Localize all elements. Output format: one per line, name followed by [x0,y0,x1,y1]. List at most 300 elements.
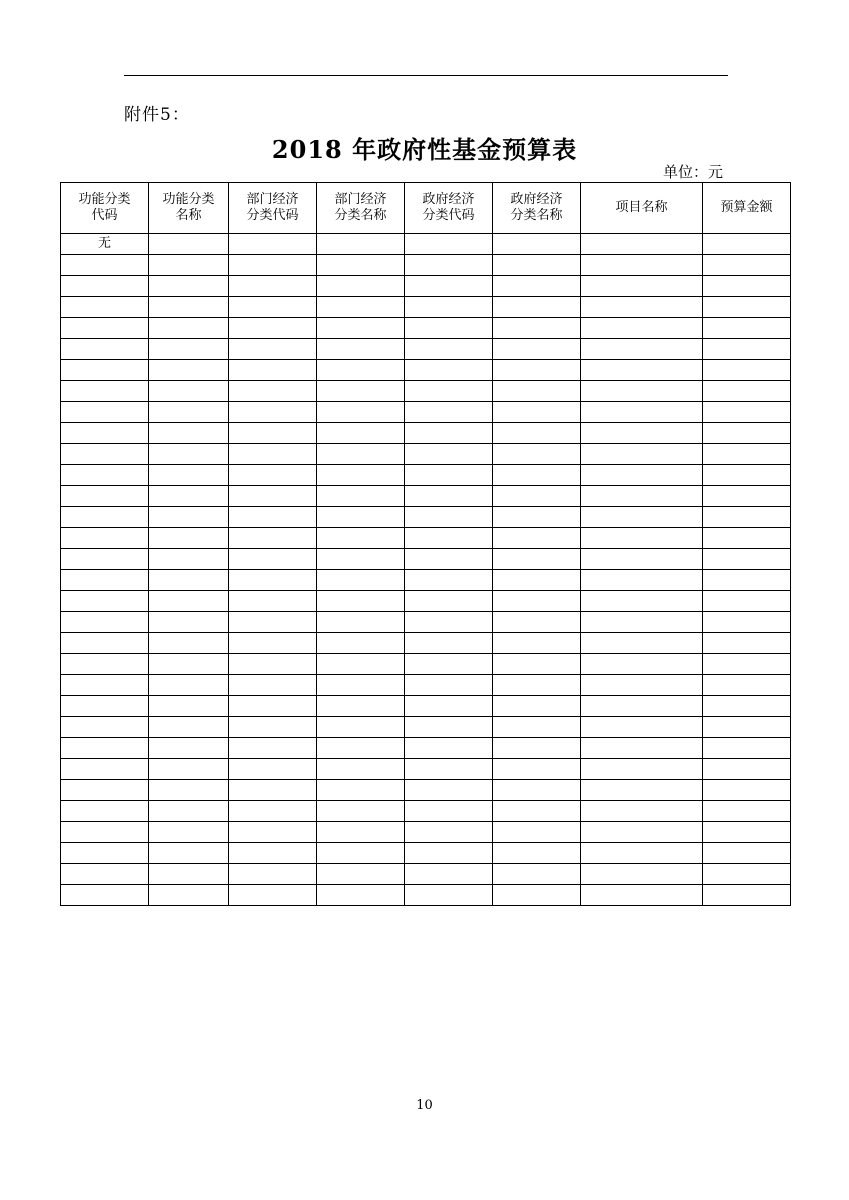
table-cell[interactable] [229,381,317,402]
table-cell[interactable] [149,801,229,822]
table-header-cell-label-2: 名称 [175,208,202,223]
table-cell[interactable] [703,885,791,906]
table-cell[interactable] [581,675,703,696]
table-cell[interactable] [61,297,149,318]
table-cell[interactable] [703,234,791,255]
budget-table [60,182,791,906]
table-cell[interactable] [405,654,493,675]
table-cell[interactable] [405,780,493,801]
table-cell[interactable] [581,486,703,507]
budget-table-body [61,234,791,906]
table-cell[interactable] [405,528,493,549]
table-cell[interactable] [149,696,229,717]
table-cell[interactable] [317,738,405,759]
table-cell[interactable] [703,801,791,822]
table-cell[interactable] [229,507,317,528]
table-row [61,381,791,402]
table-cell[interactable] [61,381,149,402]
table-cell[interactable] [149,570,229,591]
table-cell[interactable] [317,780,405,801]
table-cell[interactable] [493,381,581,402]
table-cell[interactable] [581,633,703,654]
table-cell[interactable] [581,864,703,885]
table-header-cell-6 [581,183,703,234]
table-row [61,276,791,297]
table-cell[interactable] [493,864,581,885]
table-cell[interactable] [61,759,149,780]
table-cell[interactable] [61,507,149,528]
table-cell[interactable] [61,801,149,822]
table-cell[interactable] [581,759,703,780]
table-cell[interactable] [317,318,405,339]
table-cell[interactable] [405,255,493,276]
table-cell[interactable] [405,444,493,465]
table-cell[interactable] [703,696,791,717]
table-cell[interactable] [229,591,317,612]
table-cell[interactable] [149,297,229,318]
table-cell[interactable] [61,591,149,612]
table-cell[interactable] [493,759,581,780]
table-header-cell-label: 政府经济 [510,192,563,208]
table-cell[interactable] [149,654,229,675]
table-cell[interactable] [317,759,405,780]
table-cell[interactable] [493,360,581,381]
table-cell[interactable] [493,780,581,801]
table-row [61,864,791,885]
table-cell[interactable] [405,549,493,570]
table-cell[interactable] [149,843,229,864]
table-cell[interactable] [703,633,791,654]
table-row [61,507,791,528]
table-cell[interactable] [581,318,703,339]
table-cell[interactable] [317,234,405,255]
page-title: 2018 年政府性基金预算表 [271,135,578,164]
table-cell[interactable] [61,318,149,339]
table-cell[interactable] [317,822,405,843]
table-row [61,591,791,612]
table-cell[interactable] [229,675,317,696]
table-cell[interactable] [149,486,229,507]
table-cell[interactable] [149,885,229,906]
table-cell[interactable] [493,801,581,822]
table-cell[interactable]: 无 [61,234,149,255]
table-row [61,444,791,465]
table-cell[interactable] [493,255,581,276]
table-cell[interactable] [581,381,703,402]
table-cell[interactable] [581,738,703,759]
table-cell[interactable] [149,276,229,297]
table-cell[interactable] [317,717,405,738]
table-cell[interactable] [405,339,493,360]
table-cell[interactable] [703,675,791,696]
table-cell[interactable] [229,759,317,780]
table-cell[interactable] [317,591,405,612]
table-cell[interactable] [493,738,581,759]
table-cell[interactable] [149,738,229,759]
unit-note: 单位：元 [662,163,723,181]
table-cell[interactable] [581,360,703,381]
table-cell[interactable] [581,549,703,570]
table-cell[interactable] [61,717,149,738]
table-cell[interactable] [229,885,317,906]
table-cell[interactable] [61,339,149,360]
table-cell[interactable] [229,276,317,297]
table-cell[interactable] [405,423,493,444]
table-cell[interactable] [703,381,791,402]
table-cell[interactable] [493,444,581,465]
table-cell[interactable] [405,843,493,864]
table-cell[interactable] [493,465,581,486]
table-cell[interactable] [493,339,581,360]
table-cell[interactable] [703,738,791,759]
table-cell[interactable] [405,570,493,591]
table-cell[interactable] [703,507,791,528]
table-cell[interactable] [149,339,229,360]
table-cell[interactable] [581,843,703,864]
table-cell[interactable] [703,486,791,507]
table-cell[interactable] [229,444,317,465]
table-cell[interactable] [581,822,703,843]
table-cell[interactable] [703,444,791,465]
table-cell[interactable] [149,675,229,696]
table-cell[interactable] [317,654,405,675]
table-header-cell-5 [493,183,581,234]
table-cell[interactable] [405,297,493,318]
table-cell[interactable] [405,402,493,423]
table-cell[interactable] [61,423,149,444]
table-cell[interactable] [405,591,493,612]
table-cell[interactable] [493,528,581,549]
table-cell[interactable] [317,549,405,570]
table-cell[interactable] [703,276,791,297]
table-cell[interactable] [581,423,703,444]
table-cell[interactable] [229,339,317,360]
table-row [61,297,791,318]
table-cell[interactable] [581,507,703,528]
table-cell[interactable] [149,318,229,339]
table-cell[interactable] [149,255,229,276]
table-cell[interactable] [149,465,229,486]
table-header-cell-label: 预算金额 [720,200,773,216]
table-cell[interactable] [493,402,581,423]
table-header-cell-label-2: 代码 [91,208,118,223]
table-cell[interactable] [703,423,791,444]
table-cell[interactable] [581,339,703,360]
table-row [61,549,791,570]
table-cell[interactable] [703,843,791,864]
table-row [61,486,791,507]
table-cell[interactable] [581,255,703,276]
table-cell[interactable] [229,717,317,738]
table-cell[interactable] [149,633,229,654]
table-cell[interactable] [493,276,581,297]
table-cell[interactable] [229,297,317,318]
table-cell[interactable] [317,465,405,486]
table-row [61,528,791,549]
table-cell[interactable] [229,822,317,843]
table-row [61,696,791,717]
table-cell[interactable] [405,633,493,654]
table-row [61,759,791,780]
table-row [61,822,791,843]
table-cell[interactable] [229,549,317,570]
table-cell[interactable] [405,612,493,633]
table-cell[interactable] [405,507,493,528]
table-cell[interactable] [61,528,149,549]
table-cell[interactable] [61,255,149,276]
table-cell[interactable] [229,654,317,675]
table-cell[interactable] [405,234,493,255]
table-cell[interactable] [149,381,229,402]
table-header-cell-0 [61,183,149,234]
table-cell[interactable] [703,759,791,780]
table-cell[interactable] [229,843,317,864]
table-cell[interactable] [703,528,791,549]
table-cell[interactable] [229,780,317,801]
table-cell[interactable] [317,570,405,591]
table-cell[interactable] [405,318,493,339]
table-cell[interactable] [61,864,149,885]
table-row [61,675,791,696]
table-cell[interactable] [61,360,149,381]
table-cell[interactable] [61,843,149,864]
table-cell[interactable] [149,423,229,444]
table-cell[interactable] [493,633,581,654]
table-cell[interactable] [405,738,493,759]
page-number: 10 [416,1098,433,1113]
table-cell[interactable] [61,276,149,297]
table-cell[interactable] [493,885,581,906]
table-cell[interactable] [317,381,405,402]
table-cell[interactable] [149,759,229,780]
table-cell[interactable] [61,444,149,465]
table-cell[interactable] [405,465,493,486]
table-cell[interactable] [405,696,493,717]
table-cell[interactable] [317,255,405,276]
table-cell[interactable] [61,633,149,654]
table-cell[interactable] [581,528,703,549]
table-cell[interactable] [581,444,703,465]
table-cell[interactable] [581,591,703,612]
table-cell[interactable] [703,864,791,885]
table-cell[interactable] [703,549,791,570]
table-cell[interactable] [149,507,229,528]
table-cell[interactable] [317,864,405,885]
table-cell[interactable] [229,465,317,486]
table-cell[interactable] [149,402,229,423]
table-cell[interactable] [317,444,405,465]
table-header-cell-7 [703,183,791,234]
table-cell[interactable] [317,696,405,717]
table-cell[interactable] [229,801,317,822]
table-cell[interactable] [493,696,581,717]
table-cell[interactable] [493,591,581,612]
table-cell[interactable] [581,696,703,717]
table-cell[interactable] [317,612,405,633]
table-cell[interactable] [493,507,581,528]
table-cell[interactable] [405,801,493,822]
table-cell[interactable] [405,759,493,780]
table-cell[interactable] [493,423,581,444]
table-cell[interactable] [703,360,791,381]
table-cell[interactable] [317,885,405,906]
table-cell[interactable] [581,654,703,675]
table-cell[interactable] [229,696,317,717]
table-cell[interactable] [61,738,149,759]
table-cell[interactable] [61,696,149,717]
table-row [61,654,791,675]
table-cell[interactable] [317,276,405,297]
table-cell[interactable] [581,402,703,423]
table-cell[interactable] [61,654,149,675]
table-cell[interactable] [703,339,791,360]
table-cell[interactable] [229,360,317,381]
table-cell[interactable] [581,717,703,738]
table-row [61,717,791,738]
table-cell[interactable] [703,465,791,486]
table-cell[interactable] [229,318,317,339]
table-cell[interactable] [493,675,581,696]
table-cell[interactable] [317,486,405,507]
table-cell[interactable] [703,612,791,633]
table-cell[interactable] [149,444,229,465]
table-cell[interactable] [317,675,405,696]
table-cell[interactable] [493,234,581,255]
table-cell[interactable] [317,297,405,318]
table-cell[interactable] [703,255,791,276]
table-cell[interactable] [703,297,791,318]
table-cell[interactable] [405,276,493,297]
table-row [61,402,791,423]
table-cell[interactable] [581,612,703,633]
table-cell[interactable] [149,612,229,633]
table-cell[interactable] [703,591,791,612]
table-cell[interactable] [581,801,703,822]
table-cell[interactable] [149,360,229,381]
table-cell[interactable] [703,780,791,801]
table-cell[interactable] [229,486,317,507]
table-cell[interactable] [581,297,703,318]
table-cell[interactable] [493,843,581,864]
table-cell[interactable] [229,570,317,591]
table-cell[interactable] [317,528,405,549]
table-cell[interactable] [61,465,149,486]
table-cell[interactable] [405,381,493,402]
table-cell[interactable] [149,591,229,612]
table-cell[interactable] [317,402,405,423]
table-cell[interactable] [229,402,317,423]
table-cell[interactable] [149,864,229,885]
table-cell[interactable] [703,402,791,423]
table-cell[interactable] [493,549,581,570]
table-cell[interactable] [61,780,149,801]
table-cell[interactable] [229,738,317,759]
table-cell[interactable] [317,507,405,528]
table-cell[interactable] [493,297,581,318]
table-cell[interactable] [149,549,229,570]
table-cell[interactable] [61,570,149,591]
table-cell[interactable] [61,612,149,633]
table-cell[interactable] [703,318,791,339]
table-cell[interactable] [229,633,317,654]
table-cell[interactable] [405,360,493,381]
table-cell[interactable] [581,780,703,801]
table-cell[interactable] [581,276,703,297]
table-cell[interactable] [493,717,581,738]
table-cell[interactable] [229,423,317,444]
table-cell[interactable] [317,801,405,822]
table-cell[interactable] [703,822,791,843]
table-cell[interactable] [493,822,581,843]
table-cell[interactable] [149,234,229,255]
table-cell[interactable] [61,675,149,696]
table-cell[interactable] [317,633,405,654]
table-cell[interactable] [405,717,493,738]
table-cell[interactable] [703,570,791,591]
table-cell[interactable] [61,885,149,906]
table-cell[interactable] [405,486,493,507]
table-cell[interactable] [149,528,229,549]
table-row [61,255,791,276]
table-cell[interactable] [149,822,229,843]
table-cell[interactable] [581,465,703,486]
table-cell[interactable] [229,255,317,276]
table-cell[interactable] [493,570,581,591]
table-row [61,612,791,633]
table-row [61,738,791,759]
table-cell[interactable] [149,780,229,801]
table-cell[interactable] [317,843,405,864]
table-cell[interactable] [703,654,791,675]
table-cell[interactable] [317,339,405,360]
budget-table-header [61,183,791,234]
table-cell[interactable] [405,885,493,906]
table-row [61,423,791,444]
table-cell[interactable] [229,612,317,633]
attachment-label: 附件5： [124,105,190,125]
table-cell[interactable] [405,675,493,696]
table-cell[interactable] [61,822,149,843]
table-cell[interactable] [493,612,581,633]
table-cell[interactable] [317,423,405,444]
table-cell[interactable] [581,234,703,255]
table-cell[interactable] [405,864,493,885]
table-cell[interactable] [229,234,317,255]
table-cell[interactable] [317,360,405,381]
table-cell[interactable] [61,549,149,570]
table-header-cell-label: 功能分类 [78,192,131,208]
table-cell[interactable] [581,570,703,591]
table-cell[interactable] [229,528,317,549]
table-row [61,465,791,486]
table-cell[interactable] [61,486,149,507]
table-cell[interactable] [581,885,703,906]
table-row [61,801,791,822]
table-cell[interactable] [405,822,493,843]
table-cell[interactable] [703,717,791,738]
table-header-cell-label-2: 分类名称 [334,208,387,223]
table-header-cell-label-2: 分类名称 [510,208,563,223]
table-header-row [61,183,791,234]
table-cell[interactable] [493,654,581,675]
table-header-cell-label-2: 分类代码 [246,208,299,223]
table-cell[interactable] [493,318,581,339]
table-cell[interactable] [61,402,149,423]
table-cell[interactable] [149,717,229,738]
table-row [61,885,791,906]
table-cell[interactable] [229,864,317,885]
table-cell[interactable] [493,486,581,507]
